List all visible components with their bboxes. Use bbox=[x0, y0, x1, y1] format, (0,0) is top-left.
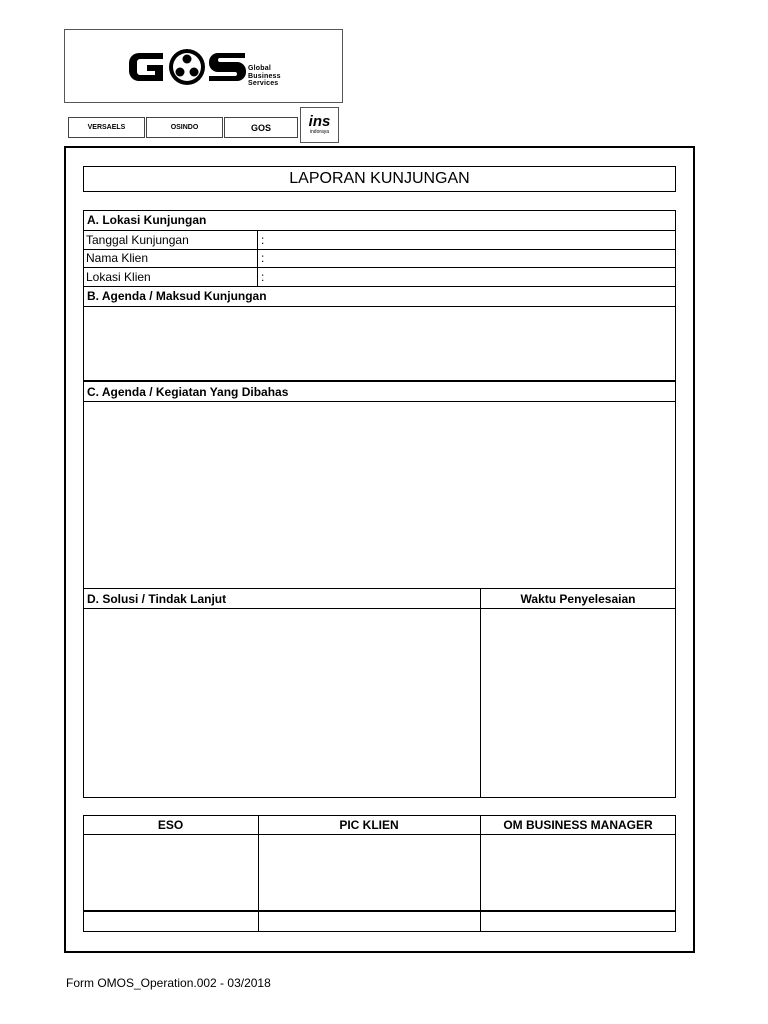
sep-tanggal: : bbox=[261, 233, 265, 247]
section-b-heading: B. Agenda / Maksud Kunjungan bbox=[87, 289, 267, 303]
form-code-footer: Form OMOS_Operation.002 - 03/2018 bbox=[66, 976, 271, 990]
label-tanggal-kunjungan: Tanggal Kunjungan bbox=[86, 233, 189, 247]
signature-name-eso[interactable] bbox=[84, 912, 257, 931]
waktu-penyelesaian-heading: Waktu Penyelesaian bbox=[520, 592, 636, 606]
signature-header-pic-klien: PIC KLIEN bbox=[339, 818, 399, 832]
gos-logo-box bbox=[64, 29, 343, 103]
gos-logo-icon bbox=[125, 45, 250, 89]
form-title: LAPORAN KUNJUNGAN bbox=[83, 166, 676, 192]
signature-name-pic-klien[interactable] bbox=[259, 912, 479, 931]
ins-indoraya-logo: ins indoraya bbox=[300, 107, 339, 143]
signature-field-eso[interactable] bbox=[84, 835, 257, 910]
section-a-heading: A. Lokasi Kunjungan bbox=[87, 213, 207, 227]
sep-nama-klien: : bbox=[261, 251, 265, 265]
section-c-field[interactable] bbox=[84, 402, 675, 588]
signature-header-om-business-manager: OM BUSINESS MANAGER bbox=[503, 818, 653, 832]
section-c-heading: C. Agenda / Kegiatan Yang Dibahas bbox=[87, 385, 289, 399]
sep-lokasi-klien: : bbox=[261, 270, 265, 284]
gos-logo-caption: Global Business Services bbox=[248, 65, 281, 87]
section-b-field[interactable] bbox=[84, 307, 675, 380]
signature-field-om-business-manager[interactable] bbox=[481, 835, 675, 910]
gos-small-logo: GOS bbox=[224, 117, 298, 138]
label-lokasi-klien: Lokasi Klien bbox=[86, 270, 151, 284]
section-d-solusi-field[interactable] bbox=[84, 609, 479, 797]
versaels-logo: VERSAELS bbox=[68, 117, 145, 138]
signature-name-om-business-manager[interactable] bbox=[481, 912, 675, 931]
signature-field-pic-klien[interactable] bbox=[259, 835, 479, 910]
label-nama-klien: Nama Klien bbox=[86, 251, 149, 265]
signature-header-eso: ESO bbox=[157, 818, 184, 832]
osindo-logo: OSINDO bbox=[146, 117, 223, 138]
section-d-waktu-field[interactable] bbox=[481, 609, 675, 797]
section-d-heading: D. Solusi / Tindak Lanjut bbox=[87, 592, 227, 606]
